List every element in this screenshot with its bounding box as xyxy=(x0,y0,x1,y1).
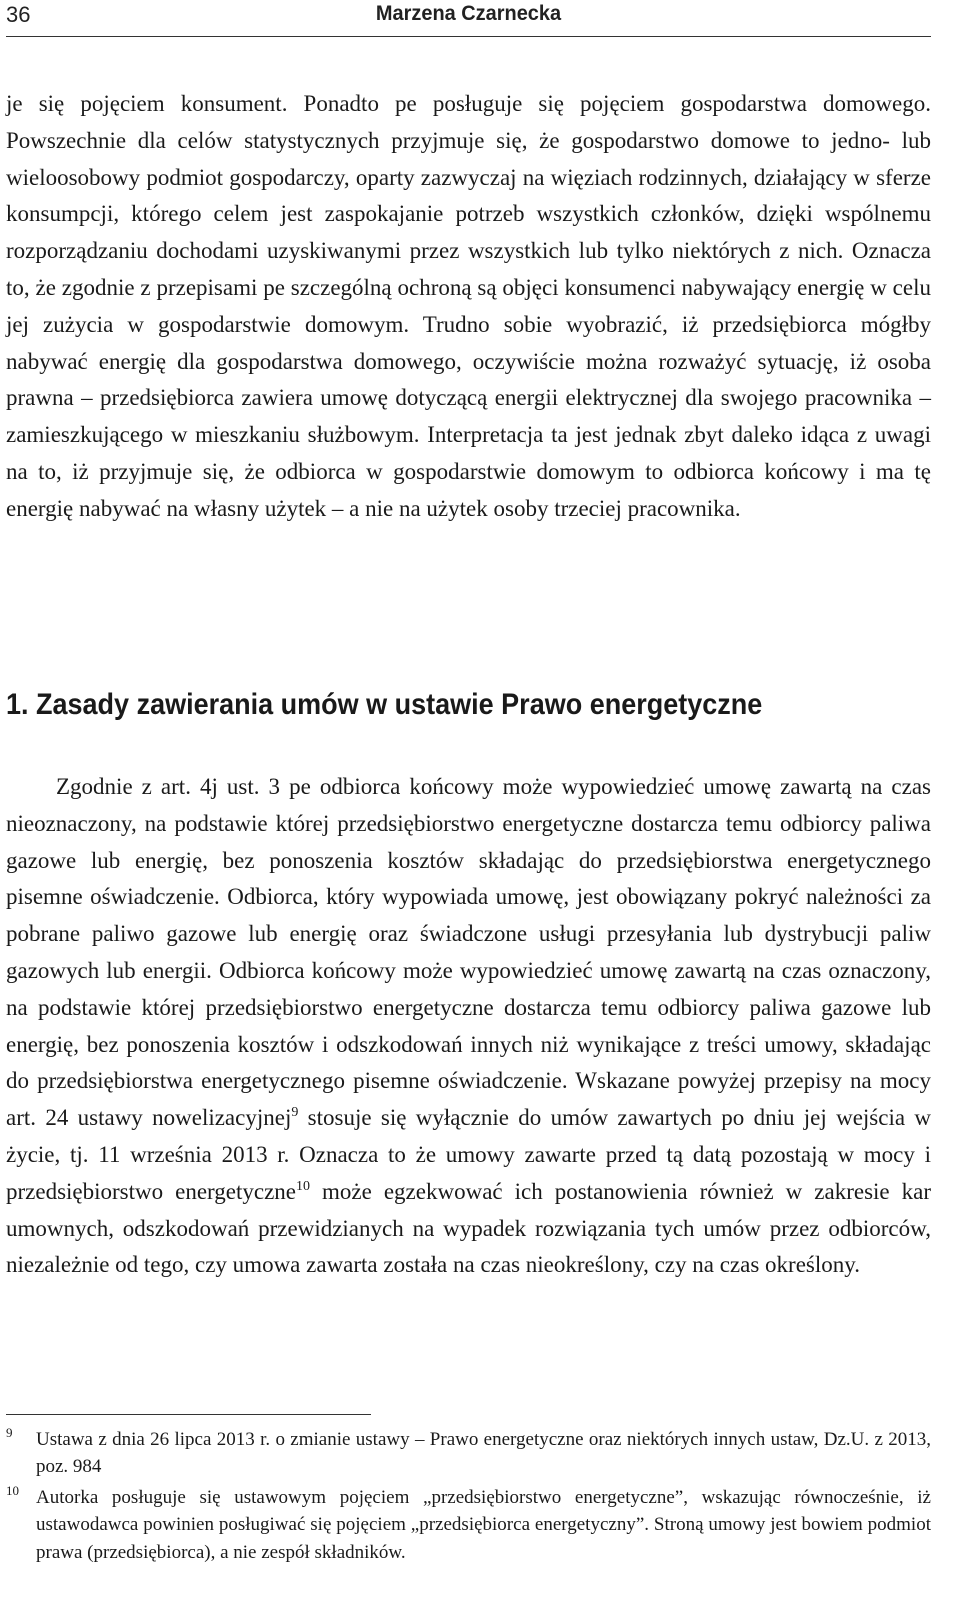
footnote-text: Autorka posługuje się ustawowym pojęciem „przedsiębiorstwo energetyczne”, wskazując równocześnie, iż ustawodawca powinien posługiwać się pojęciem „przedsiębiorca energetyczny”. Stroną umowy jest bowiem podmiot prawa (przedsiębiorca), a nie zespół składników. xyxy=(36,1487,931,1563)
footnote-divider xyxy=(6,1414,371,1415)
footnote-number: 10 xyxy=(6,1483,19,1498)
footnote-text: Ustawa z dnia 26 lipca 2013 r. o zmianie ustawy – Prawo energetyczne oraz niektórych innych ustaw, Dz.U. z 2013, poz. 984 xyxy=(36,1429,931,1478)
footnote-ref-10[interactable]: 10 xyxy=(296,1178,311,1194)
body-paragraph-2 xyxy=(6,769,931,1284)
footnote-number: 9 xyxy=(6,1425,13,1440)
paragraph-2-text-part-3: może egzekwować ich postanowienia również w zakresie kar umownych, odszkodowań przewidzianych na wypadek rozwiązania tych umów przez odbiorców, niezależnie od tego, czy umowa zawarta została na czas nieokreślony, czy na czas określony. xyxy=(6,1178,931,1278)
page-number: 36 xyxy=(6,2,31,27)
paragraph-2-text-part-1: Zgodnie z art. 4j ust. 3 pe odbiorca końcowy może wypowiedzieć umowę zawartą na czas nieoznaczony, na podstawie której przedsiębiorstwo energetyczne dostarcza temu odbiorcy paliwa gazowe lub energię, bez ponoszenia kosztów składając do przedsiębiorstwa energetycznego pisemne oświadczenie. Odbiorca, który wypowiada umowę, jest obowiązany pokryć należności za pobrane paliwo gazowe lub energię oraz świadczone usługi przesyłania lub dystrybucji paliw gazowych lub energii. Odbiorca końcowy może wypowiedzieć umowę zawartą na czas oznaczony, na podstawie której przedsiębiorstwo energetyczne dostarcza temu odbiorcy paliwa gazowe lub energię, bez ponoszenia kosztów i odszkodowań innych niż wynikające z treści umowy, składając do przedsiębiorstwa energetycznego pisemne oświadczenie. Wskazane powyżej przepisy na mocy art. 24 ustawy nowelizacyjnej xyxy=(6,774,931,1131)
paragraph-2-text-part-2: stosuje się wyłącznie do umów zawartych po dniu jej wejścia w życie, tj. 11 września 2013 r. Oznacza to że umowy zawarte przed tą datą pozostają w mocy i przedsiębiorstwo energetyczne xyxy=(6,1105,931,1204)
section-heading: 1. Zasady zawierania umów w ustawie Prawo energetyczne xyxy=(6,688,763,721)
header-divider xyxy=(6,36,931,37)
footnote-9 xyxy=(6,1426,931,1481)
page-header xyxy=(6,0,931,30)
running-head-author: Marzena Czarnecka xyxy=(375,2,562,25)
footnote-10 xyxy=(6,1484,931,1566)
body-paragraph-1: je się pojęciem konsument. Ponadto pe posługuje się pojęciem gospodarstwa domowego. Powszechnie dla celów statystycznych przyjmuje się, że gospodarstwo domowe to jedno- lub wieloosobowy podmiot gospodarczy, oparty zazwyczaj na więziach rodzinnych, działający w sferze konsumpcji, którego celem jest zaspokajanie potrzeb wszystkich członków, dzięki wspólnemu rozporządzaniu dochodami uzyskiwanymi przez wszystkich lub tylko niektórych z nich. Oznacza to, że zgodnie z przepisami pe szczególną ochroną są objęci konsumenci nabywający energię w celu jej zużycia w gospodarstwie domowym. Trudno sobie wyobrazić, iż przedsiębiorca mógłby nabywać energię dla gospodarstwa domowego, oczywiście można rozważyć sytuację, iż osoba prawna – przedsiębiorca zawiera umowę dotyczącą energii elektrycznej dla swojego pracownika – zamieszkującego w mieszkaniu służbowym. Interpretacja ta jest jednak zbyt daleko idąca z uwagi na to, iż przyjmuje się, że odbiorca w gospodarstwie domowym to odbiorca końcowy i ma tę energię nabywać na własny użytek – a nie na użytek osoby trzeciej pracownika. xyxy=(6,91,931,521)
footnote-ref-9[interactable]: 9 xyxy=(291,1105,299,1121)
